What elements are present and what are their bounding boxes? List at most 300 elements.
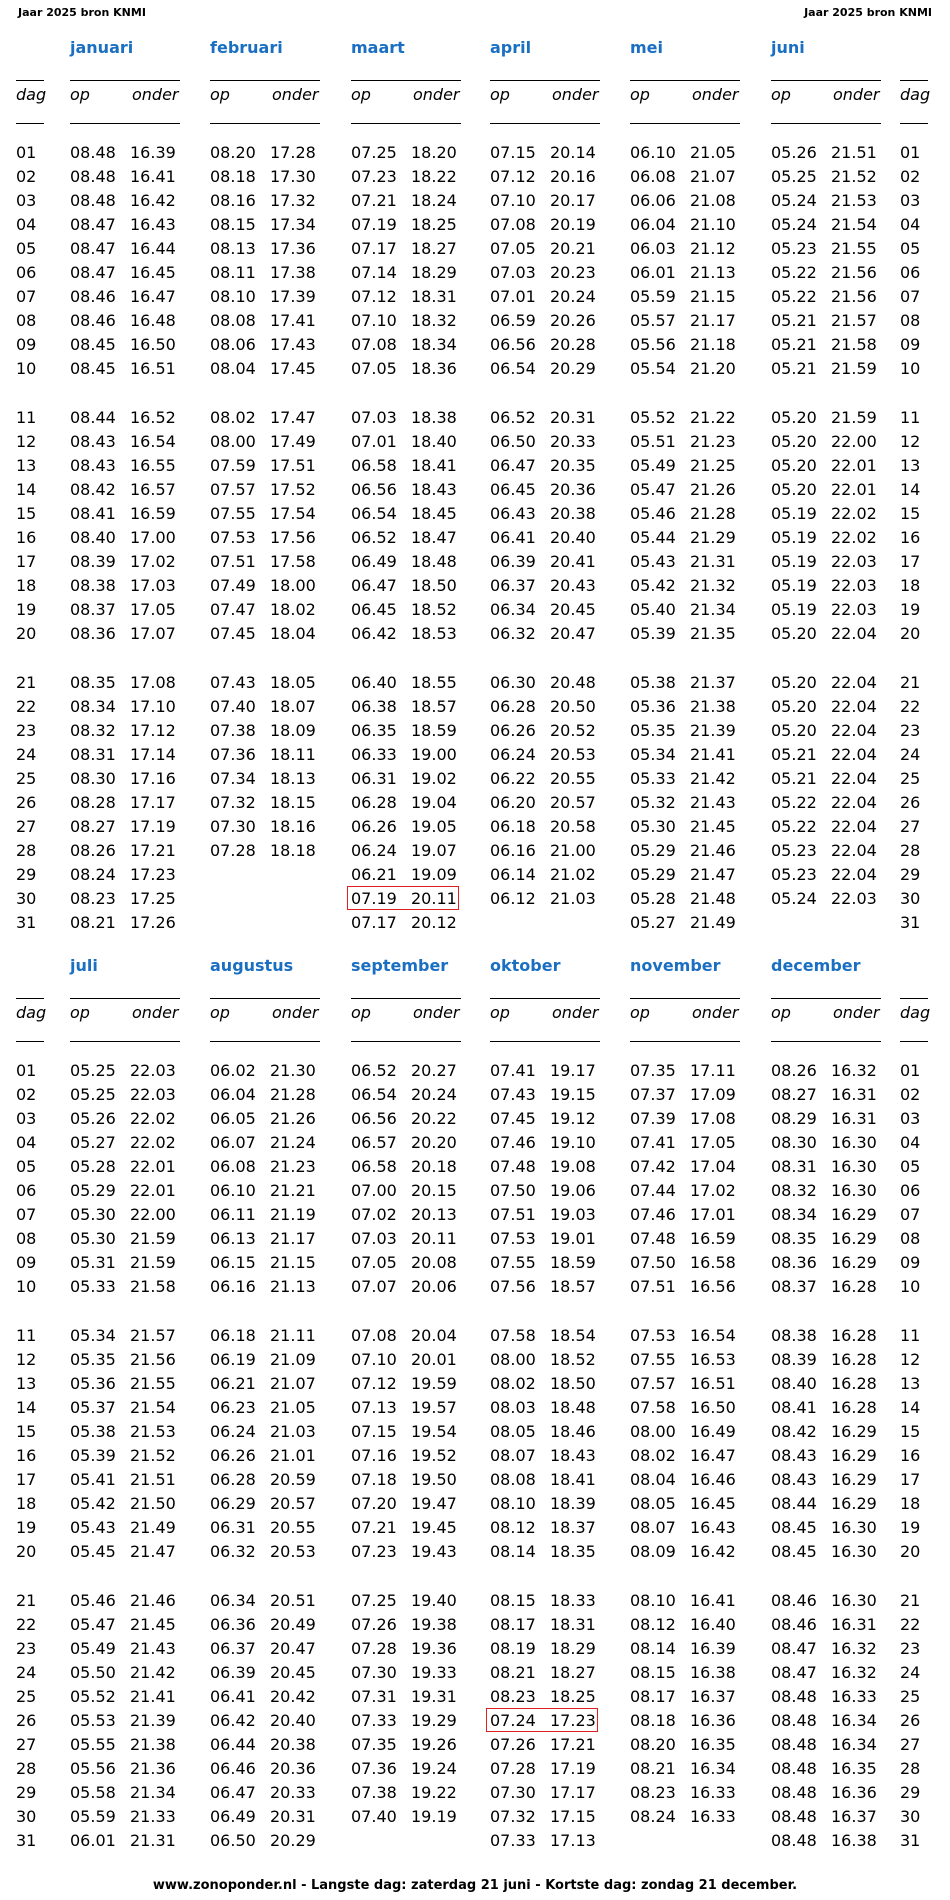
sunrise-time: 07.31: [351, 1687, 397, 1706]
day-number: 28: [16, 1759, 37, 1778]
sunrise-time: 07.05: [351, 1253, 397, 1272]
sunset-time: 18.45: [411, 504, 457, 523]
sunset-time: 20.15: [411, 1181, 457, 1200]
day-number: 10: [900, 1277, 921, 1296]
day-number: 13: [900, 456, 921, 475]
sunrise-time: 07.53: [210, 528, 256, 547]
month-column-mei: [630, 0, 740, 932]
day-number: 05: [900, 1157, 921, 1176]
sunrise-time: 07.35: [630, 1061, 676, 1080]
sunset-time: 19.19: [411, 1807, 457, 1826]
sunset-header: onder: [833, 1003, 880, 1022]
sunrise-time: 07.08: [490, 215, 536, 234]
sunset-time: 16.34: [831, 1711, 877, 1730]
sunset-time: 18.11: [270, 745, 316, 764]
sunrise-header: op: [210, 1003, 230, 1022]
day-header: dag: [900, 85, 931, 104]
sunrise-time: 05.35: [70, 1350, 116, 1369]
sunrise-time: 05.59: [70, 1807, 116, 1826]
sunrise-time: 05.31: [70, 1253, 116, 1272]
sunrise-time: 07.38: [210, 721, 256, 740]
sunset-time: 21.56: [831, 263, 877, 282]
sunset-time: 19.15: [550, 1085, 596, 1104]
sunrise-time: 06.56: [490, 335, 536, 354]
sunset-time: 18.43: [550, 1446, 596, 1465]
sunrise-time: 07.50: [490, 1181, 536, 1200]
sunrise-time: 05.42: [630, 576, 676, 595]
sunset-time: 17.10: [130, 697, 176, 716]
sunset-time: 21.37: [690, 673, 736, 692]
sunset-time: 17.14: [130, 745, 176, 764]
sunset-time: 22.04: [831, 769, 877, 788]
day-number: 04: [16, 215, 37, 234]
sunset-time: 21.56: [831, 287, 877, 306]
sunrise-time: 05.59: [630, 287, 676, 306]
sunset-time: 21.38: [690, 697, 736, 716]
sunset-time: 18.46: [550, 1422, 596, 1441]
sunrise-time: 08.02: [490, 1374, 536, 1393]
sunrise-time: 08.38: [70, 576, 116, 595]
sunrise-time: 08.04: [210, 359, 256, 378]
sunset-time: 16.29: [831, 1253, 877, 1272]
day-number: 23: [16, 1639, 37, 1658]
month-name: december: [771, 956, 861, 975]
sunrise-time: 05.20: [771, 721, 817, 740]
sunrise-header: op: [630, 1003, 650, 1022]
sunrise-time: 06.34: [210, 1591, 256, 1610]
sunset-time: 16.43: [130, 215, 176, 234]
header-rule-bottom: [210, 1041, 320, 1042]
sunrise-time: 08.48: [70, 143, 116, 162]
sunrise-time: 07.23: [351, 1542, 397, 1561]
sunrise-time: 08.16: [210, 191, 256, 210]
sunset-time: 18.31: [411, 287, 457, 306]
sunset-time: 19.43: [411, 1542, 457, 1561]
header-rule-bottom: [630, 1041, 740, 1042]
sunset-time: 18.54: [550, 1326, 596, 1345]
sunset-time: 18.38: [411, 408, 457, 427]
sunset-time: 21.52: [831, 167, 877, 186]
header-rule-bottom: [16, 1041, 44, 1042]
day-number: 29: [16, 865, 37, 884]
sunset-time: 20.33: [550, 432, 596, 451]
sunset-time: 19.36: [411, 1639, 457, 1658]
sunrise-time: 06.18: [210, 1326, 256, 1345]
sunset-time: 22.03: [831, 889, 877, 908]
sunrise-time: 08.37: [70, 600, 116, 619]
day-number: 09: [16, 335, 37, 354]
sunset-time: 20.26: [550, 311, 596, 330]
page-header-right: Jaar 2025 bron KNMI: [804, 6, 932, 19]
sunrise-time: 08.46: [70, 311, 116, 330]
sunrise-header: op: [210, 85, 230, 104]
sunset-time: 20.36: [550, 480, 596, 499]
day-number: 14: [16, 480, 37, 499]
sunrise-time: 05.27: [630, 913, 676, 932]
sunrise-time: 05.33: [70, 1277, 116, 1296]
sunset-time: 21.20: [690, 359, 736, 378]
sunset-time: 21.26: [690, 480, 736, 499]
sunset-time: 18.57: [550, 1277, 596, 1296]
day-number: 25: [900, 1687, 921, 1706]
sunrise-time: 05.23: [771, 239, 817, 258]
day-number: 07: [16, 287, 37, 306]
sunset-time: 17.54: [270, 504, 316, 523]
day-number: 03: [16, 1109, 37, 1128]
sunrise-time: 06.33: [351, 745, 397, 764]
sunrise-time: 05.22: [771, 817, 817, 836]
sunset-time: 19.01: [550, 1229, 596, 1248]
header-rule-top: [771, 80, 881, 81]
sunset-time: 22.04: [831, 793, 877, 812]
sunset-time: 17.03: [130, 576, 176, 595]
sunrise-time: 05.24: [771, 889, 817, 908]
sunrise-time: 06.39: [490, 552, 536, 571]
sunset-time: 21.00: [550, 841, 596, 860]
sunset-time: 20.57: [550, 793, 596, 812]
day-number: 21: [900, 1591, 921, 1610]
sunrise-time: 05.28: [630, 889, 676, 908]
month-column-oktober: [490, 918, 600, 1850]
sunset-time: 21.57: [831, 311, 877, 330]
sunrise-time: 07.40: [351, 1807, 397, 1826]
sunrise-time: 08.43: [771, 1470, 817, 1489]
sunset-time: 20.55: [550, 769, 596, 788]
sunset-time: 17.08: [130, 673, 176, 692]
sunrise-time: 07.43: [490, 1085, 536, 1104]
sunrise-time: 07.53: [490, 1229, 536, 1248]
sunrise-time: 08.45: [70, 335, 116, 354]
sunset-time: 21.31: [130, 1831, 176, 1850]
sunset-header: onder: [132, 85, 179, 104]
day-number: 26: [16, 793, 37, 812]
sunrise-time: 08.36: [771, 1253, 817, 1272]
sunset-time: 18.31: [550, 1615, 596, 1634]
day-number: 17: [900, 1470, 921, 1489]
sunset-time: 19.06: [550, 1181, 596, 1200]
sunrise-time: 06.19: [210, 1350, 256, 1369]
day-number: 19: [900, 1518, 921, 1537]
sunset-time: 16.39: [130, 143, 176, 162]
sunset-time: 17.17: [550, 1783, 596, 1802]
sunset-time: 18.36: [411, 359, 457, 378]
sunset-time: 16.44: [130, 239, 176, 258]
sunset-time: 16.31: [831, 1615, 877, 1634]
sunrise-time: 05.26: [771, 143, 817, 162]
header-rule-bottom: [16, 123, 44, 124]
sunrise-time: 06.16: [490, 841, 536, 860]
sunset-time: 22.04: [831, 865, 877, 884]
sunrise-time: 07.16: [351, 1446, 397, 1465]
sunset-time: 21.38: [130, 1735, 176, 1754]
sunset-time: 16.28: [831, 1398, 877, 1417]
sunrise-time: 07.08: [351, 1326, 397, 1345]
sunrise-time: 08.00: [210, 432, 256, 451]
sunset-time: 18.41: [411, 456, 457, 475]
sunset-time: 17.05: [690, 1133, 736, 1152]
sunrise-time: 06.08: [210, 1157, 256, 1176]
sunrise-time: 07.25: [351, 143, 397, 162]
sunrise-time: 07.10: [490, 191, 536, 210]
header-rule-bottom: [771, 123, 881, 124]
sunset-time: 18.27: [411, 239, 457, 258]
sunset-time: 18.32: [411, 311, 457, 330]
sunrise-time: 06.46: [210, 1759, 256, 1778]
sunrise-time: 08.40: [70, 528, 116, 547]
sunrise-time: 06.47: [490, 456, 536, 475]
sunrise-time: 08.24: [630, 1807, 676, 1826]
sunset-time: 20.21: [550, 239, 596, 258]
sunset-time: 22.00: [130, 1205, 176, 1224]
sunset-time: 17.23: [130, 865, 176, 884]
sunset-time: 16.33: [831, 1687, 877, 1706]
sunset-time: 17.43: [270, 335, 316, 354]
day-number: 16: [900, 528, 921, 547]
sunrise-time: 08.08: [210, 311, 256, 330]
sunset-time: 17.17: [130, 793, 176, 812]
sunrise-time: 06.59: [490, 311, 536, 330]
sunset-time: 17.58: [270, 552, 316, 571]
sunrise-time: 07.01: [351, 432, 397, 451]
sunset-time: 20.41: [550, 552, 596, 571]
month-column-augustus: [210, 918, 320, 1850]
sunrise-time: 07.41: [630, 1133, 676, 1152]
sunrise-time: 06.47: [210, 1783, 256, 1802]
sunset-time: 20.11: [411, 889, 457, 908]
day-number: 01: [900, 143, 921, 162]
sunrise-time: 05.20: [771, 432, 817, 451]
sunrise-time: 08.10: [210, 287, 256, 306]
sunset-time: 16.35: [690, 1735, 736, 1754]
day-number: 12: [900, 432, 921, 451]
day-number: 20: [900, 624, 921, 643]
sunrise-time: 05.36: [70, 1374, 116, 1393]
sunset-time: 21.12: [690, 239, 736, 258]
sunrise-time: 06.22: [490, 769, 536, 788]
sunrise-time: 07.43: [210, 673, 256, 692]
header-rule-top: [900, 80, 928, 81]
sunrise-time: 06.32: [490, 624, 536, 643]
sunset-time: 21.18: [690, 335, 736, 354]
sunset-time: 16.52: [130, 408, 176, 427]
sunset-time: 22.03: [831, 552, 877, 571]
sunset-time: 16.46: [690, 1470, 736, 1489]
sunset-time: 16.45: [130, 263, 176, 282]
month-name: januari: [70, 38, 134, 57]
sunset-time: 21.39: [130, 1711, 176, 1730]
sunrise-time: 08.30: [70, 769, 116, 788]
sunset-time: 16.48: [130, 311, 176, 330]
day-number: 22: [16, 1615, 37, 1634]
sunset-time: 18.22: [411, 167, 457, 186]
sunrise-time: 06.01: [630, 263, 676, 282]
sunset-time: 16.30: [831, 1157, 877, 1176]
day-number: 04: [900, 1133, 921, 1152]
sunrise-time: 08.36: [70, 624, 116, 643]
sunrise-time: 08.19: [490, 1639, 536, 1658]
day-number: 14: [900, 1398, 921, 1417]
day-number: 08: [900, 311, 921, 330]
day-number: 22: [16, 697, 37, 716]
sunrise-time: 06.08: [630, 167, 676, 186]
day-number: 20: [16, 624, 37, 643]
sunrise-time: 06.05: [210, 1109, 256, 1128]
sunrise-time: 06.15: [210, 1253, 256, 1272]
day-number: 04: [16, 1133, 37, 1152]
sunset-time: 21.46: [690, 841, 736, 860]
sunrise-time: 07.55: [210, 504, 256, 523]
sunset-time: 18.16: [270, 817, 316, 836]
sunrise-time: 05.51: [630, 432, 676, 451]
day-number: 17: [16, 552, 37, 571]
day-number: 23: [900, 721, 921, 740]
sunset-time: 16.29: [831, 1446, 877, 1465]
header-rule-bottom: [70, 123, 180, 124]
sunset-time: 19.40: [411, 1591, 457, 1610]
sunrise-time: 06.28: [351, 793, 397, 812]
sunrise-time: 08.03: [490, 1398, 536, 1417]
month-name: februari: [210, 38, 283, 57]
sunrise-time: 07.57: [210, 480, 256, 499]
sunrise-time: 06.58: [351, 1157, 397, 1176]
sunrise-header: op: [70, 1003, 90, 1022]
sunrise-time: 07.34: [210, 769, 256, 788]
sunrise-time: 08.32: [771, 1181, 817, 1200]
sunset-time: 20.47: [270, 1639, 316, 1658]
sunset-time: 16.28: [831, 1374, 877, 1393]
sunrise-time: 05.47: [630, 480, 676, 499]
day-number: 08: [16, 1229, 37, 1248]
sunset-time: 21.41: [690, 745, 736, 764]
sunrise-time: 07.17: [351, 913, 397, 932]
sunset-time: 19.10: [550, 1133, 596, 1152]
day-number: 10: [900, 359, 921, 378]
sunset-time: 20.40: [550, 528, 596, 547]
sunrise-time: 08.26: [771, 1061, 817, 1080]
sunset-time: 20.20: [411, 1133, 457, 1152]
sunset-time: 21.59: [831, 359, 877, 378]
sunrise-time: 08.12: [630, 1615, 676, 1634]
sunset-time: 17.12: [130, 721, 176, 740]
sunset-time: 16.28: [831, 1277, 877, 1296]
header-rule-top: [490, 998, 600, 999]
sunrise-time: 05.47: [70, 1615, 116, 1634]
day-number: 30: [900, 889, 921, 908]
sunrise-time: 05.21: [771, 335, 817, 354]
sunset-time: 17.47: [270, 408, 316, 427]
day-number: 01: [900, 1061, 921, 1080]
sunset-time: 20.31: [550, 408, 596, 427]
sunset-time: 16.59: [130, 504, 176, 523]
sunset-time: 21.07: [690, 167, 736, 186]
sunset-time: 16.29: [831, 1422, 877, 1441]
sunset-time: 17.08: [690, 1109, 736, 1128]
day-number: 23: [900, 1639, 921, 1658]
sunrise-header: op: [351, 85, 371, 104]
sunset-time: 21.32: [690, 576, 736, 595]
day-number: 24: [900, 745, 921, 764]
header-rule-bottom: [490, 1041, 600, 1042]
sunrise-time: 06.56: [351, 480, 397, 499]
sunset-time: 21.50: [130, 1494, 176, 1513]
sunset-time: 16.32: [831, 1061, 877, 1080]
sunset-time: 16.30: [831, 1133, 877, 1152]
sunset-time: 17.19: [130, 817, 176, 836]
sunrise-time: 07.39: [630, 1109, 676, 1128]
sunrise-time: 08.46: [771, 1591, 817, 1610]
sunset-time: 22.01: [831, 456, 877, 475]
day-number: 16: [900, 1446, 921, 1465]
sunset-time: 18.18: [270, 841, 316, 860]
day-number: 14: [16, 1398, 37, 1417]
sunrise-time: 08.13: [210, 239, 256, 258]
sunrise-time: 07.58: [490, 1326, 536, 1345]
sunrise-time: 07.30: [210, 817, 256, 836]
sunset-time: 16.41: [690, 1591, 736, 1610]
sunrise-time: 07.56: [490, 1277, 536, 1296]
sunrise-time: 08.41: [771, 1398, 817, 1417]
sunset-time: 16.40: [690, 1615, 736, 1634]
sunrise-time: 07.45: [490, 1109, 536, 1128]
sunset-time: 20.31: [270, 1807, 316, 1826]
month-name: mei: [630, 38, 664, 57]
header-rule-top: [210, 998, 320, 999]
sunset-time: 18.48: [550, 1398, 596, 1417]
sunrise-time: 06.04: [630, 215, 676, 234]
sunrise-time: 05.25: [70, 1061, 116, 1080]
sunrise-time: 06.37: [210, 1639, 256, 1658]
month-column-april: [490, 0, 600, 908]
sunset-header: onder: [833, 85, 880, 104]
sunset-time: 19.59: [411, 1374, 457, 1393]
day-header: dag: [900, 1003, 931, 1022]
sunset-time: 16.59: [690, 1229, 736, 1248]
day-number: 11: [16, 1326, 37, 1345]
sunrise-time: 08.09: [630, 1542, 676, 1561]
day-number: 30: [16, 1807, 37, 1826]
sunset-time: 16.30: [831, 1591, 877, 1610]
sunrise-time: 08.46: [771, 1615, 817, 1634]
sunset-time: 16.30: [831, 1181, 877, 1200]
sunset-time: 17.45: [270, 359, 316, 378]
sunrise-time: 07.26: [490, 1735, 536, 1754]
header-rule-bottom: [900, 1041, 928, 1042]
day-number: 03: [900, 191, 921, 210]
sunrise-time: 05.19: [771, 504, 817, 523]
sunset-time: 16.32: [831, 1639, 877, 1658]
sunset-time: 21.05: [270, 1398, 316, 1417]
sunrise-time: 05.20: [771, 673, 817, 692]
sunset-time: 17.16: [130, 769, 176, 788]
sunset-time: 18.04: [270, 624, 316, 643]
sunrise-time: 06.14: [490, 865, 536, 884]
sunrise-time: 07.30: [351, 1663, 397, 1682]
sunrise-time: 08.48: [70, 191, 116, 210]
day-number: 08: [900, 1229, 921, 1248]
day-number: 19: [16, 1518, 37, 1537]
sunset-time: 21.09: [270, 1350, 316, 1369]
day-number: 28: [16, 841, 37, 860]
sunset-time: 21.47: [690, 865, 736, 884]
sunset-time: 19.57: [411, 1398, 457, 1417]
sunset-time: 18.50: [411, 576, 457, 595]
sunset-time: 22.04: [831, 745, 877, 764]
sunset-time: 16.50: [690, 1398, 736, 1417]
sunrise-time: 06.29: [210, 1494, 256, 1513]
sunset-time: 20.01: [411, 1350, 457, 1369]
sunset-header: onder: [413, 85, 460, 104]
sunrise-time: 08.42: [771, 1422, 817, 1441]
